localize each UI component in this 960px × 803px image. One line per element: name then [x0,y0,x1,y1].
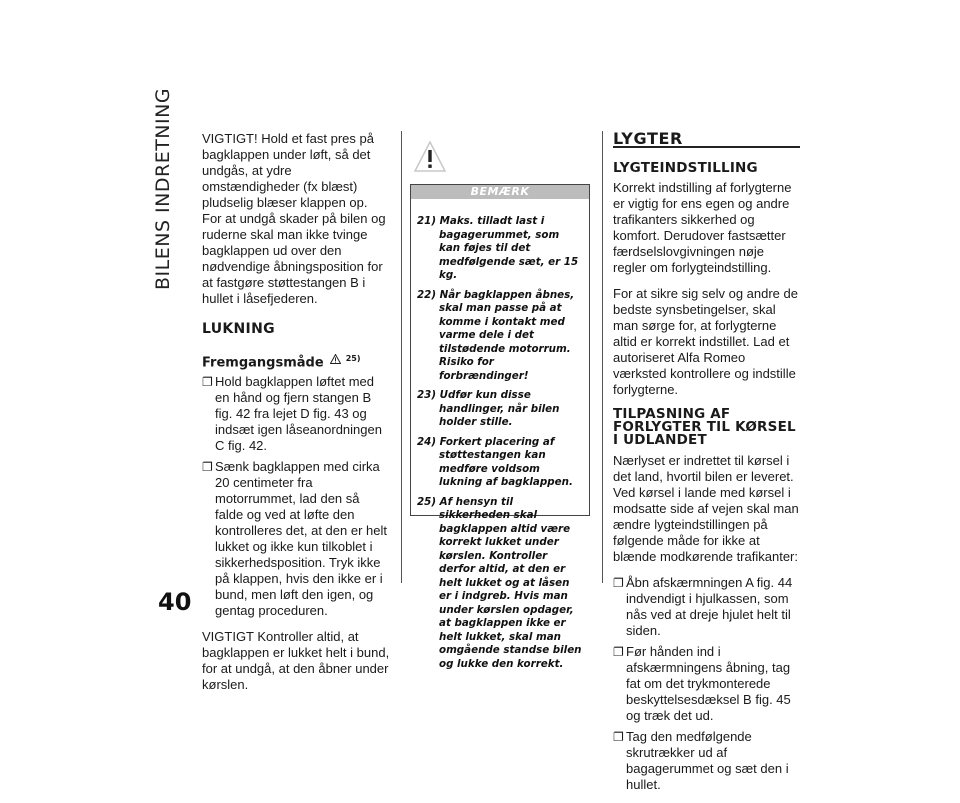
paragraph: VIGTIGT! Hold et fast pres på bagklappen under løft, så det undgås, at ydre omstændigheder (fx blæst) pludselig blæser klappen op. For at undgå skader på bilen og ruderne skal man ikke tvinge bagklappen ud over den nødvendige åbningsposition for at fastgøre støttestangen B i hullet i låsefjederen. [202,131,386,306]
heading-text: Fremgangsmåde [202,355,324,371]
column-left [202,131,390,703]
note-list [411,199,589,671]
note-item: 22) Når bagklappen åbnes, skal man passe på at komme i kontakt med varme dele i det tilstødende motorrum. Risiko for forbrændinger! [417,288,575,382]
note-box [410,184,590,670]
note-item: 23) Udfør kun disse handlinger, når bilen holder stille. [417,389,560,428]
bullet-list [202,374,390,619]
list-item [613,575,800,639]
paragraph: Korrekt indstilling af forlygterne er vigtig for ens egen og andre trafikanters sikkerhed og komfort. Derudover fastsætter færdselslovgivningen nøje regler om forlygteindstilling. [613,180,792,275]
page-number: 40 [158,588,192,616]
list-item-text: Hold bagklappen løftet med en hånd og fjern stangen B fig. 42 fra lejet D fig. 43 og indsæt igen låseanordningen C fig. 42. [215,374,382,454]
note-heading: BEMÆRK [411,185,589,199]
list-item [613,644,800,724]
warning-triangle-icon [413,140,447,174]
list-item [202,459,390,619]
list-item [202,374,390,454]
checkbox-bullet-icon: ❐ [613,645,624,659]
bullet-list [613,575,800,793]
list-item [613,729,800,793]
note-item: 24) Forkert placering af støttestangen kan medføre voldsom lukning af bagklappen. [417,435,573,488]
note-reference: 25) [345,354,361,363]
paragraph: For at sikre sig selv og andre de bedste synsbetingelser, skal man sørge for, at forlygterne altid er korrekt indstillet. Lad et autoriseret Alfa Romeo værksted kontrollere og indstille forlygterne. [613,286,798,397]
heading-tilpasning: TILPASNING AF FORLYGTER TIL KØRSEL I UDLANDET [613,406,796,448]
warning-triangle-icon [330,354,341,364]
heading-lygter: LYGTER [613,129,683,148]
heading-lygteindstilling: LYGTEINDSTILLING [613,160,758,176]
note-item: 21) Maks. tilladt last i bagagerummet, som kan føjes til det medfølgende sæt, er 15 kg. [417,215,579,281]
checkbox-bullet-icon: ❐ [613,576,624,590]
list-item-text: Tag den medfølgende skrutrækker ud af bagagerummet og sæt den i hullet. [626,729,789,792]
paragraph: Nærlyset er indrettet til kørsel i det land, hvortil bilen er leveret. Ved kørsel i lande med kørsel i modsatte side af vejen skal man ændre lygteindstillingen på følgende måde for ikke at blænde modkørende trafikanter: [613,453,799,564]
list-item-text: Før hånden ind i afskærmningens åbning, tag fat om det trykmonterede beskyttelsesdæksel B fig. 45 og træk det ud. [626,644,791,723]
note-item: 25) Af hensyn til sikkerheden skal bagklappen altid være korrekt lukket under kørslen. Kontroller derfor altid, at den er helt lukket og at låsen er i indgreb. Hvis man under kørslen opdager, at bagklappen ikke er helt lukket, skal man omgående standse bilen og lukke den korrekt. [417,495,582,670]
checkbox-bullet-icon: ❐ [202,375,213,390]
heading-fremgangsmaade [202,351,390,370]
list-item-text: Åbn afskærmningen A fig. 44 indvendigt i hjulkassen, som nås ved at dreje hjulet helt til siden. [626,575,793,638]
heading-lukning: LUKNING [202,321,275,337]
column-right [613,131,800,803]
checkbox-bullet-icon: ❐ [202,460,213,475]
paragraph: VIGTIGT Kontroller altid, at bagklappen er lukket helt i bund, for at undgå, at den åbner under kørslen. [202,629,390,693]
section-side-title: BILENS INDRETNING [152,87,174,290]
column-divider [602,131,603,583]
column-divider [401,131,402,583]
list-item-text: Sænk bagklappen med cirka 20 centimeter fra motorrummet, lad den så falde og ved at løfte den kontrolleres det, at den er helt lukket og ikke kun tilkoblet i sikkerhedsposition. Tryk ikke på klappen, hvis den ikke er i bund, men løft den igen, og gentag proceduren. [215,459,387,619]
checkbox-bullet-icon: ❐ [613,730,624,744]
